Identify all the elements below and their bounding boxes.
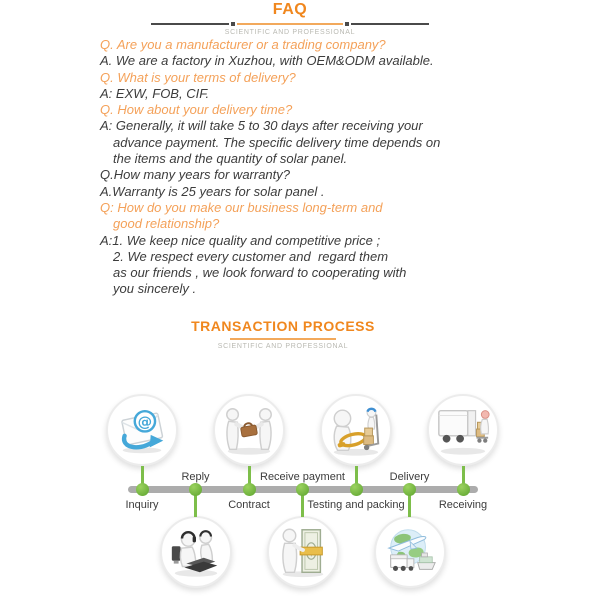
faq-subtitle: SCIENTIFIC AND PROFESSIONAL (224, 29, 356, 36)
transaction-title: TRANSACTION PROCESS (191, 318, 375, 334)
faq-title: FAQ (272, 1, 308, 18)
svg-text:@: @ (137, 414, 153, 431)
faq-answer-line: A. We are a factory in Xuzhou, with OEM&ODM available. (100, 53, 434, 69)
faq-header (0, 0, 590, 36)
faq-question-line: Q. How about your delivery time? (100, 102, 293, 118)
handshake-figures-icon (220, 401, 278, 459)
step-label-delivery: Delivery (389, 471, 430, 483)
faq-question-line: Q: How do you make our business long-term and (100, 199, 383, 215)
support-team-icon (167, 523, 225, 581)
email-at-icon (113, 401, 171, 459)
faq-question-line: good relationship? (113, 216, 220, 232)
faq-answer-line: A.Warranty is 25 years for solar panel . (100, 183, 325, 199)
timeline-dot-receive-payment (296, 483, 309, 496)
inspection-magnifier-icon (327, 401, 385, 459)
faq-answer-line: the items and the quantity of solar panel. (113, 151, 348, 167)
divider-line-right (351, 23, 429, 25)
transaction-underline (230, 338, 336, 340)
transaction-header (0, 318, 583, 350)
money-banknote-icon (274, 523, 332, 581)
faq-answer-line: as our friends , we look forward to cooperating with (113, 265, 407, 281)
timeline-dot-receiving (457, 483, 470, 496)
faq-answer-line: A: Generally, it will take 5 to 30 days after receiving your (100, 118, 423, 134)
faq-divider (0, 22, 590, 26)
timeline-dot-testing-and-packing (350, 483, 363, 496)
step-circle-reply (160, 516, 232, 588)
faq-answer-line: A: EXW, FOB, CIF. (100, 85, 210, 101)
faq-question-line: Q. Are you a manufacturer or a trading company? (100, 37, 386, 52)
step-circle-contract (213, 394, 285, 466)
step-label-contract: Contract (228, 499, 270, 511)
faq-question-line: Q. What is your terms of delivery? (100, 69, 296, 85)
divider-line-left (151, 23, 229, 25)
transaction-process-diagram (0, 380, 600, 600)
faq-answer-line: Q.How many years for warranty? (100, 167, 291, 183)
faq-answer-line: 2. We respect every customer and regard them (113, 248, 389, 264)
faq-answer-line: A:1. We keep nice quality and competitive price ; (100, 232, 381, 248)
global-logistics-icon (381, 523, 439, 581)
divider-marker-left (231, 22, 235, 26)
step-circle-receiving (427, 394, 499, 466)
truck-unloading-icon (434, 401, 492, 459)
faq-answer-line: you sincerely . (113, 281, 197, 297)
divider-line-center (237, 23, 343, 25)
step-label-inquiry: Inquiry (125, 499, 159, 511)
faq-qa-list (100, 37, 520, 298)
timeline-dot-inquiry (136, 483, 149, 496)
timeline-dot-contract (243, 483, 256, 496)
timeline-dot-delivery (403, 483, 416, 496)
step-label-testing-and-packing: Testing and packing (307, 499, 405, 511)
step-circle-receive-payment (267, 516, 339, 588)
faq-answer-line: advance payment. The specific delivery time depends on (113, 134, 441, 150)
step-label-receiving: Receiving (438, 499, 488, 511)
step-circle-delivery (374, 516, 446, 588)
step-circle-testing-and-packing (320, 394, 392, 466)
step-circle-inquiry (106, 394, 178, 466)
timeline-dot-reply (189, 483, 202, 496)
divider-marker-right (345, 22, 349, 26)
step-label-receive-payment: Receive payment (260, 471, 345, 483)
transaction-subtitle: SCIENTIFIC AND PROFESSIONAL (217, 343, 349, 350)
step-label-reply: Reply (181, 471, 210, 483)
